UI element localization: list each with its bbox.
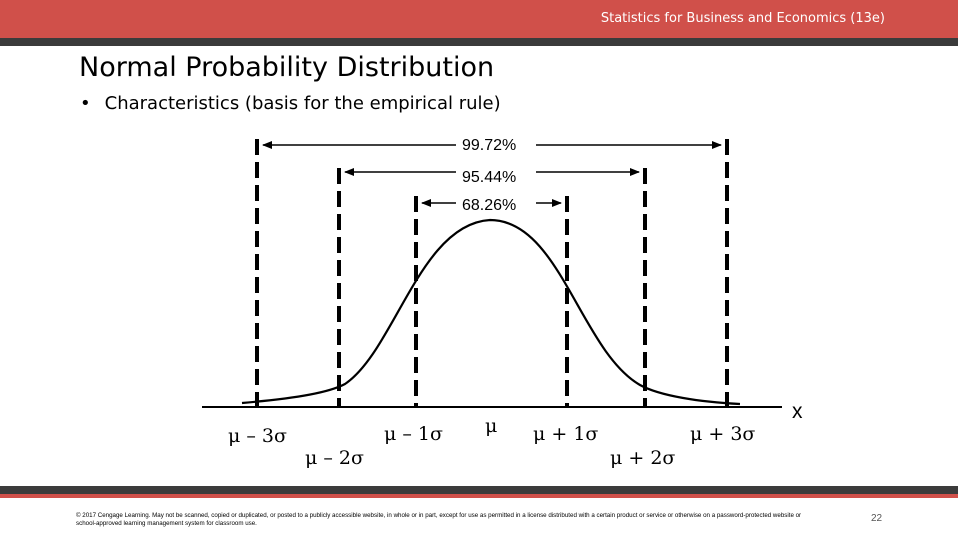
percent-label-68: 68.26% <box>462 197 517 214</box>
percent-label-99: 99.72% <box>462 137 517 154</box>
axis-label-minus-2-sigma: μ – 2σ <box>305 447 364 469</box>
page-number: 22 <box>871 513 883 524</box>
axis-label-minus-1-sigma: μ – 1σ <box>384 423 443 445</box>
footer-divider <box>0 486 958 494</box>
percent-label-95: 95.44% <box>462 169 517 186</box>
bullet-dot-icon: • <box>80 93 91 114</box>
bell-curve <box>242 220 740 404</box>
axis-label-plus-1-sigma: μ + 1σ <box>533 423 599 445</box>
slide-title: Normal Probability Distribution <box>79 52 495 83</box>
axis-label-mu: μ <box>485 415 498 437</box>
axis-variable-label: x <box>792 400 803 423</box>
footer-accent-bar <box>0 494 958 498</box>
axis-label-plus-3-sigma: μ + 3σ <box>690 423 756 445</box>
book-title: Statistics for Business and Economics (13e) <box>600 11 885 26</box>
axis-label-minus-3-sigma: μ – 3σ <box>228 425 287 447</box>
copyright-notice: © 2017 Cengage Learning. May not be scanned, copied or duplicated, or posted to a publicly accessible website, in whole or in part, except for use as permitted in a license distributed with a certain product or service or otherwise on a password-protected website or school-approved learning management system for classroom use. <box>76 512 802 527</box>
bullet-text: Characteristics (basis for the empirical rule) <box>104 93 501 114</box>
axis-label-plus-2-sigma: μ + 2σ <box>610 447 676 469</box>
